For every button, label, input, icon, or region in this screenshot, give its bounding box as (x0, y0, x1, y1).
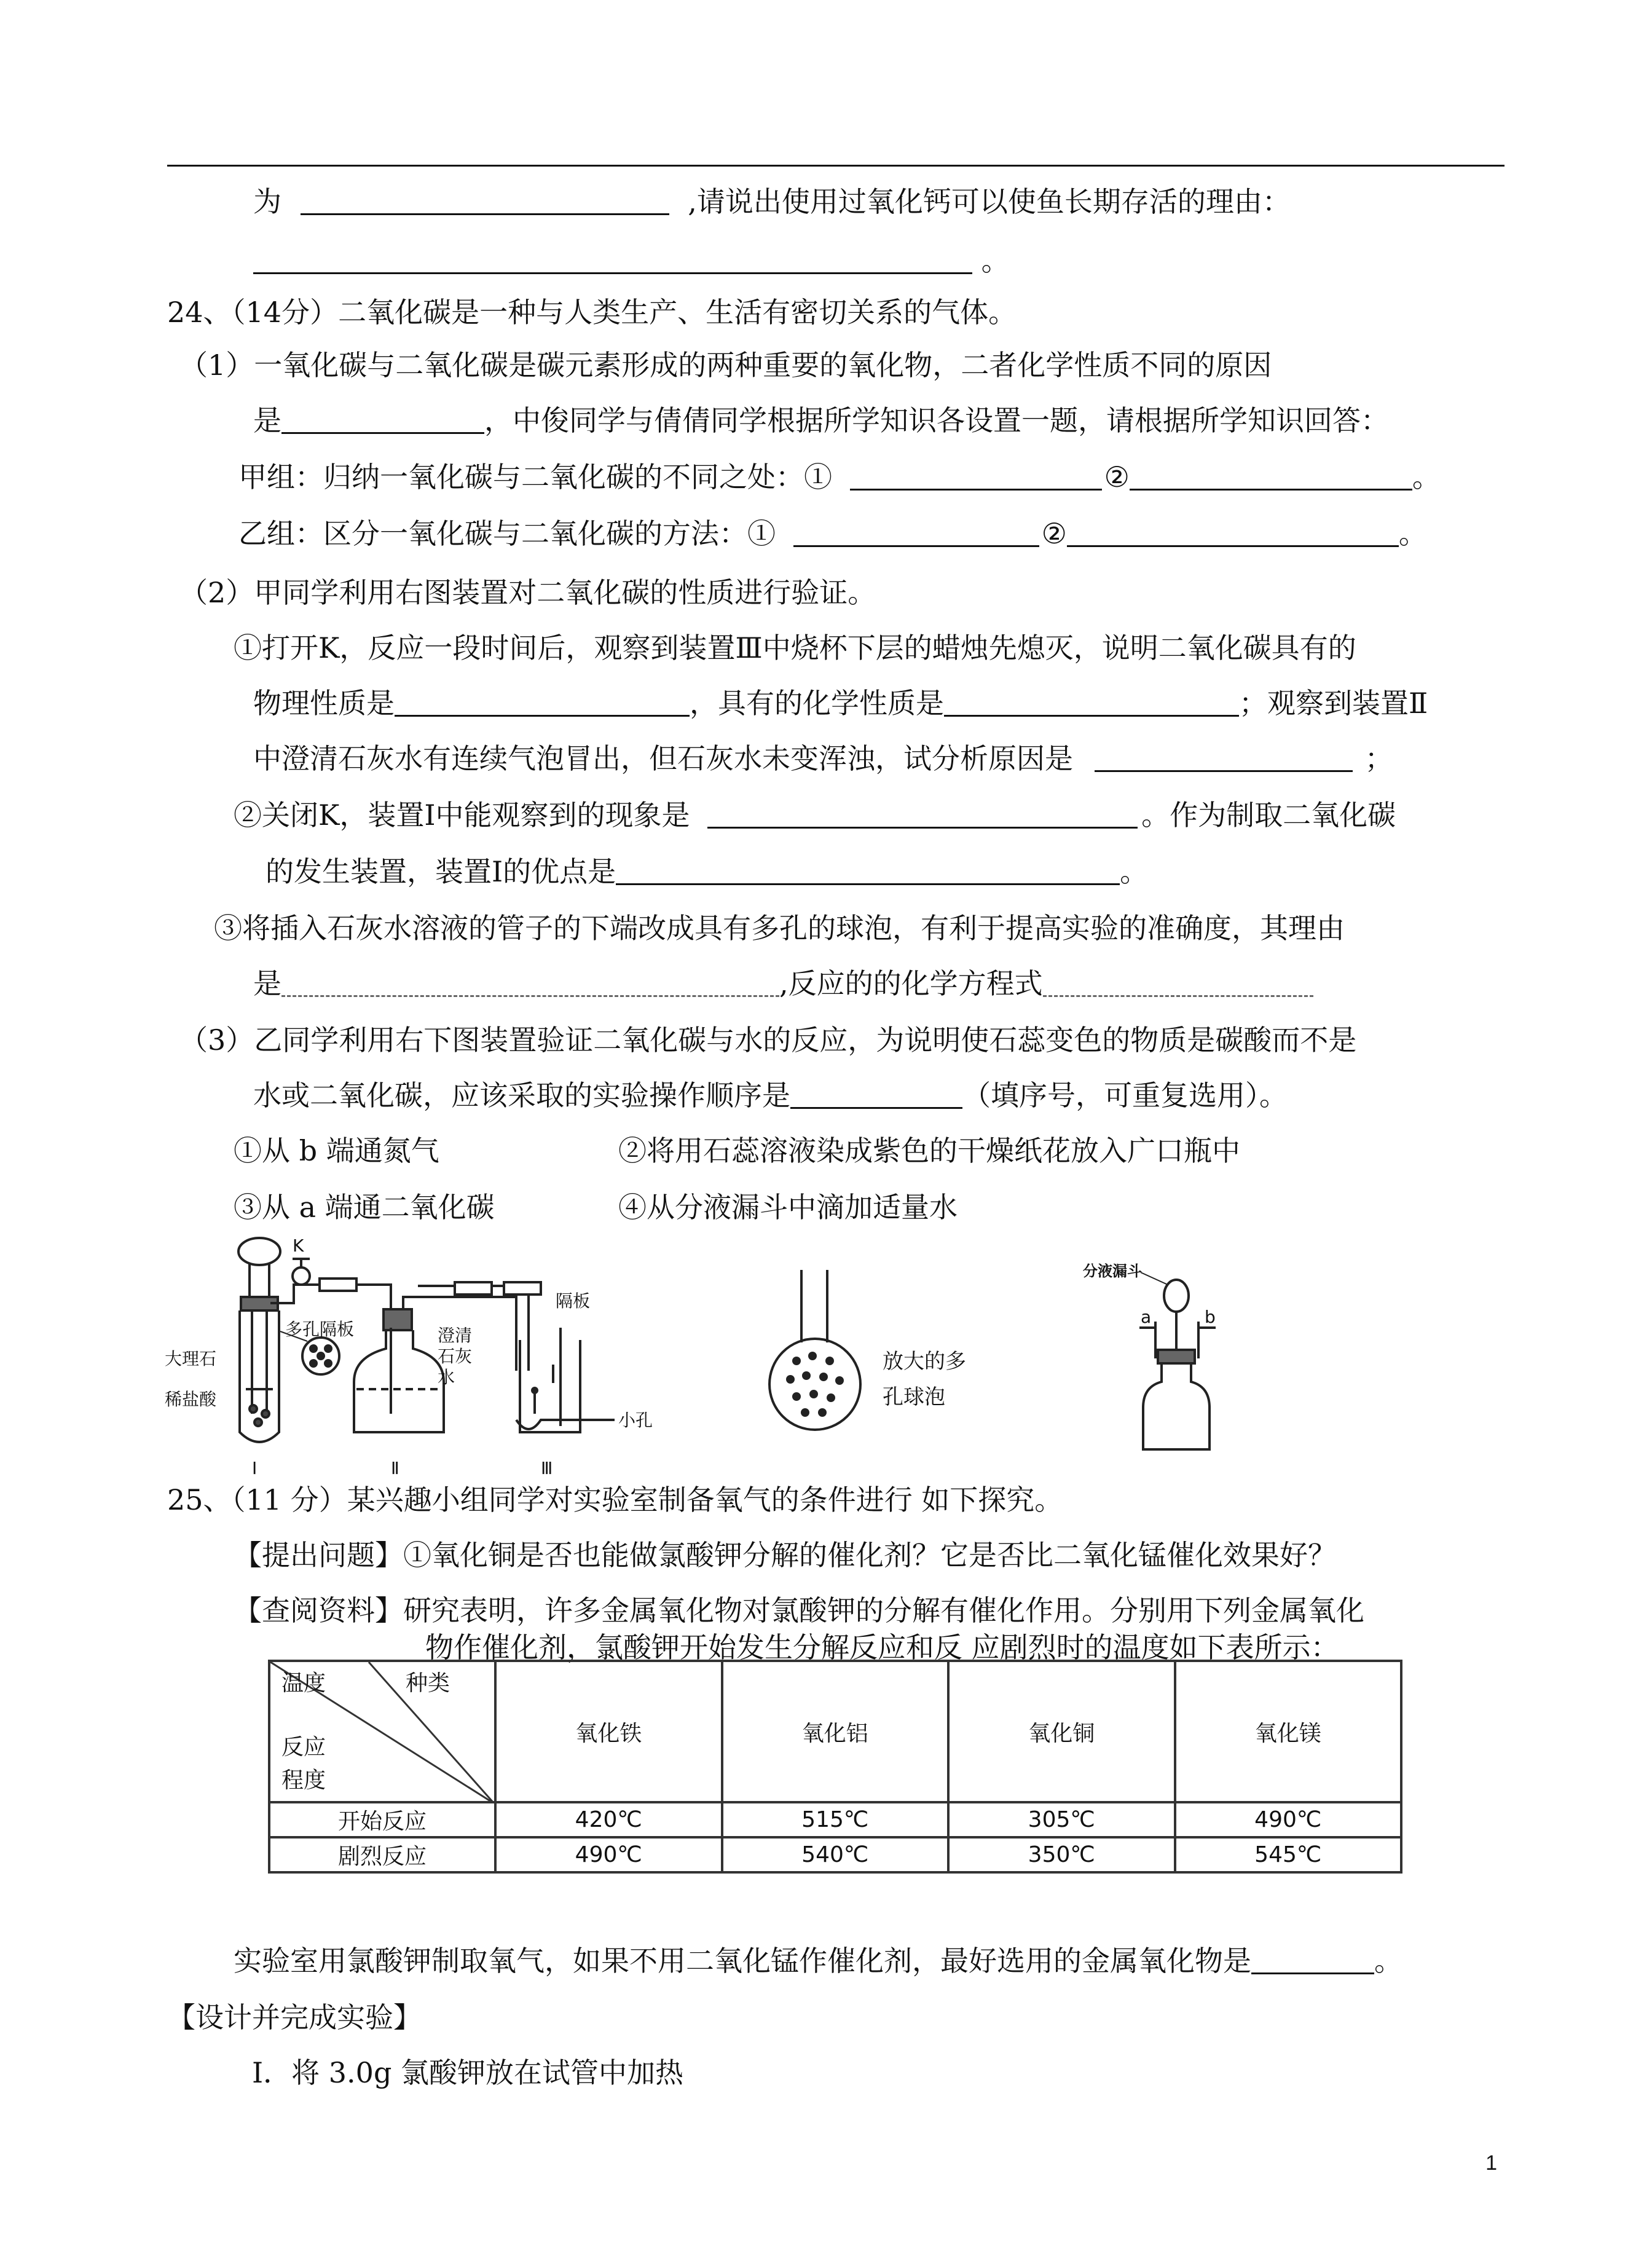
q23-line1: 为 ,请说出使用过氧化钙可以使鱼长期存活的理由： (253, 185, 1291, 218)
row-label: 开始反应 (269, 1802, 495, 1837)
answer-blank[interactable] (1251, 1945, 1374, 1974)
corner-degree-2: 程度 (281, 1768, 326, 1793)
q24-p3-line1: （3）乙同学利用右下图装置验证二氧化碳与水的反应，为说明使石蕊变色的物质是碳酸而不是 (179, 1023, 1357, 1057)
bulb-caption-2: 孔球泡 (883, 1385, 945, 1409)
device-3-beaker (516, 1328, 615, 1432)
q24-option-1: ①从 b 端通氮气 (234, 1134, 439, 1167)
row-label: 剧烈反应 (269, 1837, 495, 1872)
col-header: 氧化铝 (722, 1661, 949, 1802)
corner-kind: 种类 (406, 1671, 450, 1696)
label-device-2: Ⅱ (391, 1458, 399, 1478)
q24-p2-3-line1: ③将插入石灰水溶液的管子的下端改成具有多孔的球泡，有利于提高实验的准确度，其理由 (214, 912, 1345, 945)
q25-choose: 实验室用氯酸钾制取氧气，如果不用二氧化锰作催化剂，最好选用的金属氧化物是 。 (234, 1944, 1402, 1977)
q23-line2: 。 (253, 242, 1010, 279)
table-cell: 545℃ (1175, 1837, 1402, 1872)
q24-option-4: ④从分液漏斗中滴加适量水 (618, 1191, 958, 1224)
label-small-hole: 小孔 (618, 1410, 653, 1430)
q25-step1: Ⅰ．将 3.0g 氯酸钾放在试管中加热 (252, 2056, 684, 2089)
q24-p2-title: （2）甲同学利用右图装置对二氧化碳的性质进行验证。 (179, 576, 876, 609)
q25-lookup-line2: 物作催化剂，氯酸钾开始发生分解反应和反 应剧烈时的温度如下表所示： (425, 1631, 1339, 1664)
q25-lookup-line1: 【查阅资料】研究表明，许多金属氧化物对氯酸钾的分解有催化作用。分别用下列金属氧化 (234, 1594, 1364, 1627)
table-row (269, 1837, 1401, 1872)
corner-temp: 温度 (281, 1671, 326, 1696)
page-number: 1 (1485, 2151, 1497, 2175)
device-1-test-tube (238, 1238, 332, 1442)
table-cell: 305℃ (948, 1802, 1175, 1837)
label-funnel: 分液漏斗 (1083, 1263, 1142, 1280)
q24-title: 24、（14分）二氧化碳是一种与人类生产、生活有密切关系的气体。 (167, 296, 1017, 329)
label-device-1: Ⅰ (252, 1458, 258, 1478)
label-a: a (1141, 1307, 1152, 1327)
corner-degree-1: 反应 (281, 1735, 326, 1760)
q24-p1-line1: （1）一氧化碳与二氧化碳是碳元素形成的两种重要的氧化物，二者化学性质不同的原因 (179, 349, 1272, 382)
label-partition: 隔板 (556, 1291, 591, 1311)
label-porous-plate: 多孔隔板 (285, 1319, 355, 1339)
q24-group-b: 乙组：区分一氧化碳与二氧化碳的方法：① ② 。 (238, 517, 1427, 550)
table-cell: 350℃ (948, 1837, 1175, 1872)
q24-option-2: ②将用石蕊溶液染成紫色的干燥纸花放入广口瓶中 (618, 1134, 1240, 1167)
q24-p1-line2: 是 ，中俊同学与倩倩同学根据所学知识各设置一题，请根据所学知识回答： (253, 404, 1389, 437)
table-corner-cell (269, 1661, 495, 1802)
q24-p2-1-line1: ①打开K，反应一段时间后，观察到装置Ⅲ中烧杯下层的蜡烛先熄灭，说明二氧化碳具有的 (234, 631, 1356, 664)
col-header: 氧化铁 (495, 1661, 722, 1802)
q24-p2-1-line3: 中澄清石灰水有连续气泡冒出，但石灰水未变浑浊，试分析原因是 ； (253, 742, 1393, 775)
table-cell: 490℃ (495, 1837, 722, 1872)
table-cell: 420℃ (495, 1802, 722, 1837)
q25-question: 【提出问题】①氧化铜是否也能做氯酸钾分解的催化剂？它是否比二氧化锰催化效果好？ (234, 1539, 1336, 1572)
label-limewater-2: 石灰 (438, 1346, 473, 1366)
q24-group-a: 甲组：归纳一氧化碳与二氧化碳的不同之处：① ② 。 (238, 460, 1441, 494)
label-limewater-1: 澄清 (438, 1325, 473, 1346)
table-cell: 540℃ (722, 1837, 949, 1872)
q25-design: 【设计并完成实验】 (167, 2001, 422, 2034)
label-limewater-3: 水 (438, 1367, 455, 1387)
catalyst-temperature-table (268, 1660, 1402, 1874)
q24-p2-3-line2: 是 ,反应的的化学方程式 (253, 965, 1313, 1002)
label-b: b (1205, 1307, 1216, 1327)
col-header: 氧化铜 (948, 1661, 1175, 1802)
q24-p2-2-line2: 的发生装置，装置Ⅰ的优点是 。 (266, 855, 1149, 888)
label-marble: 大理石 (165, 1349, 217, 1369)
table-cell: 490℃ (1175, 1802, 1402, 1837)
q25-title: 25、（11 分）某兴趣小组同学对实验室制备氧气的条件进行 如下探究。 (167, 1483, 1063, 1516)
q24-p2-2-line1: ②关闭K，装置Ⅰ中能观察到的现象是 。作为制取二氧化碳 (234, 798, 1396, 832)
funnel-bottle-icon (1139, 1272, 1216, 1449)
bulb-caption-1: 放大的多 (883, 1349, 966, 1374)
q24-option-3: ③从 a 端通二氧化碳 (234, 1191, 495, 1224)
label-acid: 稀盐酸 (165, 1389, 217, 1409)
device-2-flask (354, 1309, 444, 1432)
porous-bulb-icon (769, 1270, 860, 1430)
q24-p2-1-line2: 物理性质是 ，具有的化学性质是 ；观察到装置Ⅱ (253, 687, 1428, 720)
valve-k-icon (293, 1259, 310, 1285)
label-device-3: Ⅲ (541, 1458, 553, 1478)
q24-p3-line2: 水或二氧化碳，应该采取的实验操作顺序是 （填序号，可重复选用）。 (253, 1079, 1288, 1112)
table-row (269, 1802, 1401, 1837)
col-header: 氧化镁 (1175, 1661, 1402, 1802)
table-cell: 515℃ (722, 1802, 949, 1837)
label-k: K (293, 1235, 304, 1256)
